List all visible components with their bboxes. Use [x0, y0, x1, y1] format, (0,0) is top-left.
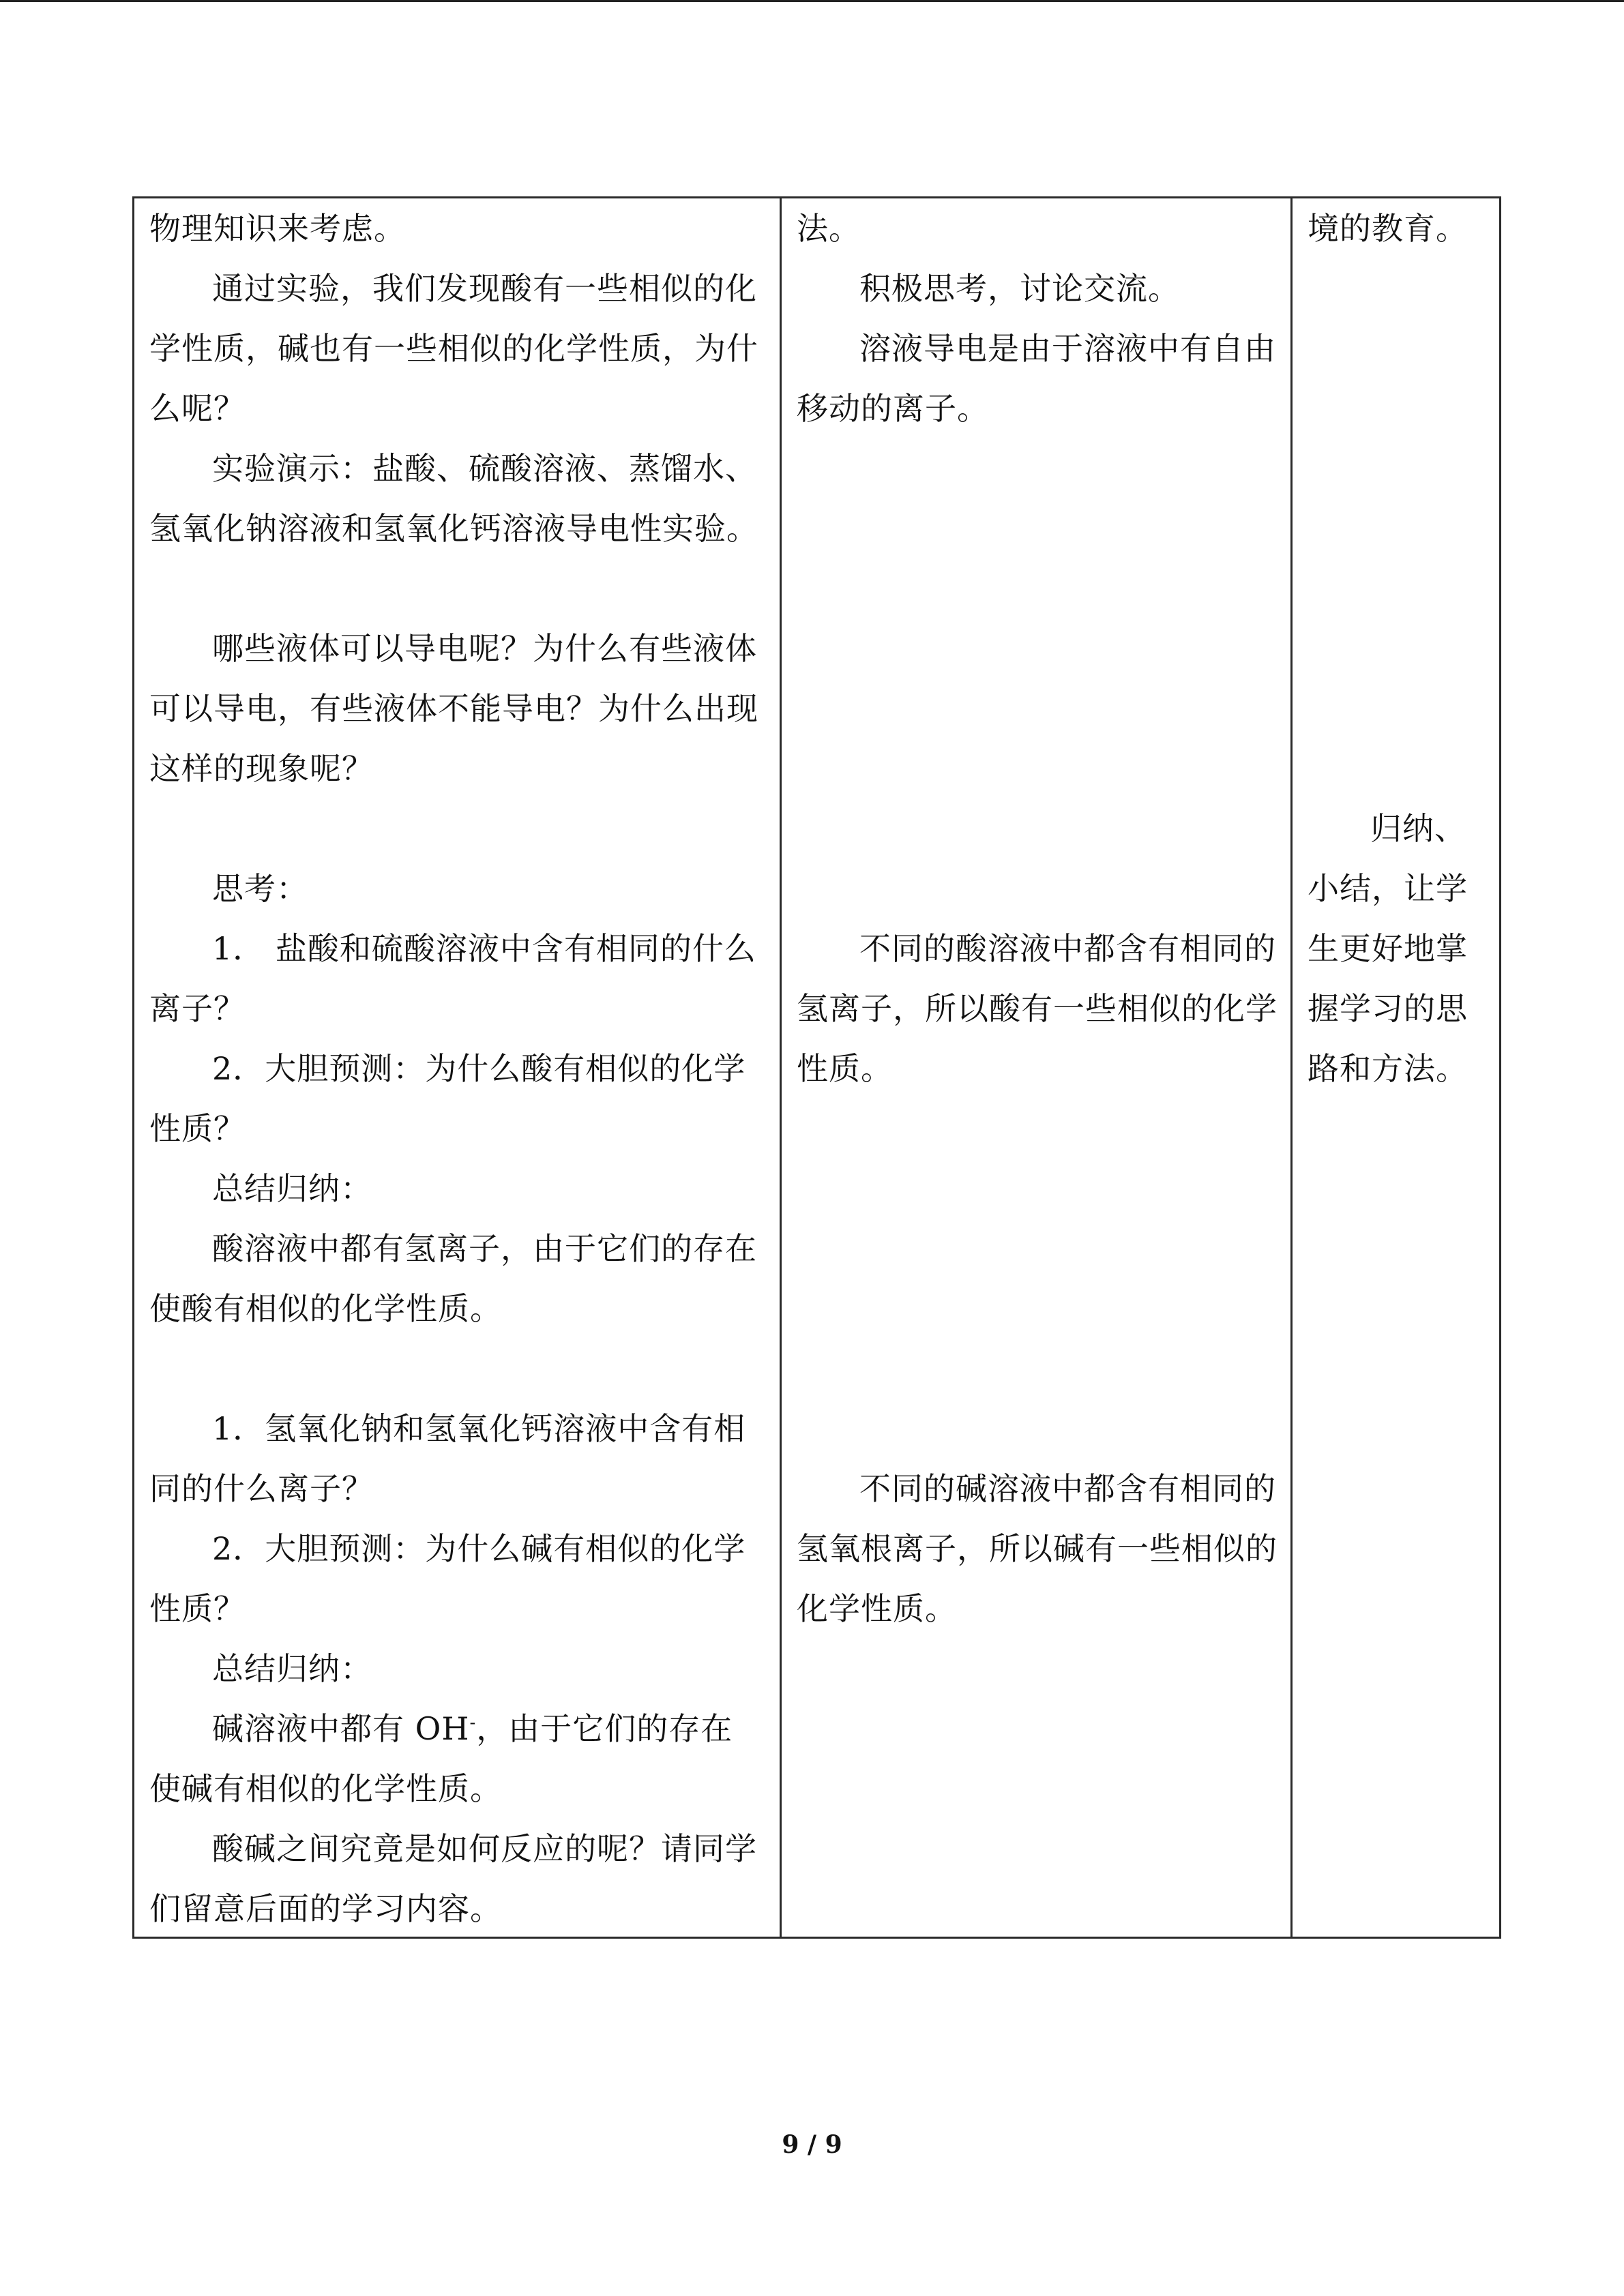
student-text-3: 溶液导电是由于溶液中有自由移动的离子。 — [797, 330, 1276, 427]
hydroxide-charge-superscript: - — [469, 1712, 477, 1733]
teacher-text-14: 酸碱之间究竟是如何反应的呢？请同学们留意后面的学习内容。 — [149, 1830, 757, 1927]
teacher-text-13-start: 碱溶液中都有 OH — [212, 1710, 470, 1747]
teacher-text-5: 思考： — [212, 870, 308, 907]
teacher-text-9: 酸溶液中都有氢离子，由于它们的存在使酸有相似的化学性质。 — [149, 1230, 757, 1327]
design-intent-cell — [1292, 198, 1501, 1938]
student-text-4: 不同的酸溶液中都含有相同的氢离子，所以酸有一些相似的化学性质。 — [797, 930, 1278, 1087]
student-text-2: 积极思考，讨论交流。 — [859, 270, 1180, 307]
teacher-activity-cell — [134, 198, 781, 1938]
teacher-text-13-end: ，由于它们的存在使碱有相似的化学性质。 — [149, 1710, 733, 1807]
teacher-text-1: 物理知识来考虑。 — [149, 210, 406, 247]
page-top-border — [0, 0, 1624, 2]
teacher-text-12: 总结归纳： — [212, 1650, 372, 1687]
teacher-text-13 — [149, 1699, 763, 1819]
student-text-5: 不同的碱溶液中都含有相同的氢氧根离子，所以碱有一些相似的化学性质。 — [797, 1470, 1278, 1627]
teacher-text-11: 2．大胆预测：为什么碱有相似的化学性质？ — [149, 1530, 746, 1627]
student-text-1: 法。 — [797, 210, 861, 247]
intent-text-1: 境的教育。 — [1308, 210, 1468, 247]
intent-text-2: 归纳、小结，让学生更好地掌握学习的思路和方法。 — [1308, 810, 1468, 1087]
teacher-text-10: 1．氢氧化钠和氢氧化钙溶液中含有相同的什么离子？ — [149, 1410, 746, 1507]
lesson-plan-table — [132, 196, 1501, 1939]
teacher-text-2: 通过实验，我们发现酸有一些相似的化学性质，碱也有一些相似的化学性质，为什么呢？ — [149, 270, 758, 427]
teacher-text-7: 2．大胆预测：为什么酸有相似的化学性质？ — [149, 1050, 746, 1147]
teacher-text-4: 哪些液体可以导电呢？为什么有些液体可以导电，有些液体不能导电？为什么出现这样的现象呢？ — [149, 630, 758, 787]
teacher-text-3: 实验演示：盐酸、硫酸溶液、蒸馏水、氢氧化钠溶液和氢氧化钙溶液导电性实验。 — [149, 450, 758, 547]
teacher-text-6: 1． 盐酸和硫酸溶液中含有相同的什么离子？ — [149, 930, 756, 1027]
teacher-text-8: 总结归纳： — [212, 1170, 372, 1207]
page-number: 9 / 9 — [782, 2130, 842, 2159]
student-activity-cell — [781, 198, 1292, 1938]
table-row — [134, 198, 1501, 1938]
